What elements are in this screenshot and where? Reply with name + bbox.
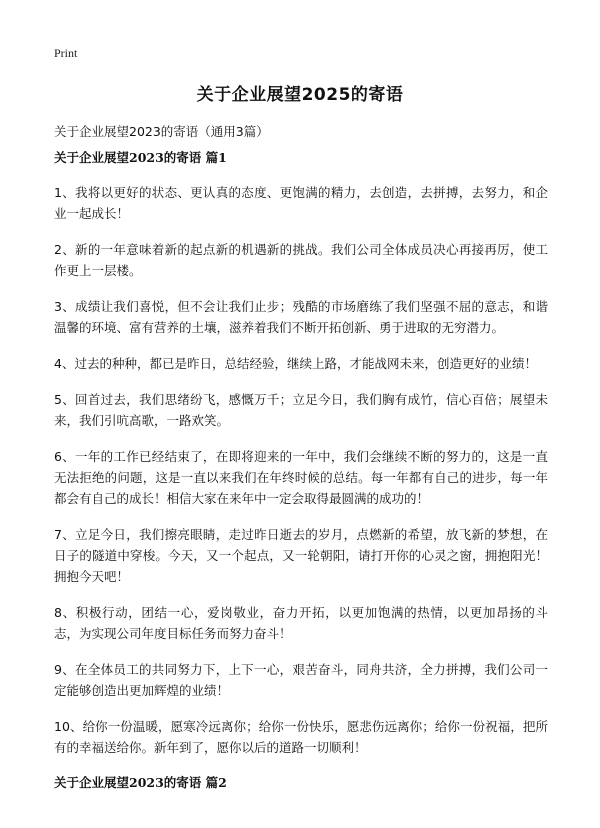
paragraph-7: 7、立足今日，我们擦亮眼睛，走过昨日逝去的岁月，点燃新的希望，放飞新的梦想，在日子的隧道中穿梭。今天，又一个起点，又一轮朝阳，请打开你的心灵之窗，拥抱阳光！拥抱今天吧！ <box>54 527 548 584</box>
paragraph-2: 2、新的一年意味着新的起点新的机遇新的挑战。我们公司全体成员决心再接再厉，使工作更上一层楼。 <box>54 242 548 278</box>
document-subtitle: 关于企业展望2023的寄语（通用3篇） <box>54 124 269 139</box>
paragraph-6: 6、一年的工作已经结束了，在即将迎来的一年中，我们会继续不断的努力的，这是一直无法拒绝的问题，这是一直以来我们在年终时候的总结。每一年都有自己的进步，每一年都会有自己的成长！相信大家在来年中一定会取得最圆满的成功的！ <box>54 449 548 506</box>
page-title: 关于企业展望2025的寄语 <box>196 85 404 105</box>
paragraph-10: 10、给你一份温暖，愿寒冷远离你；给你一份快乐，愿悲伤远离你；给你一份祝福，把所有的幸福送给你。新年到了，愿你以后的道路一切顺利！ <box>54 719 548 755</box>
paragraph-9: 9、在全体员工的共同努力下，上下一心，艰苦奋斗，同舟共济，全力拼搏，我们公司一定能够创造出更加辉煌的业绩！ <box>54 662 548 698</box>
section-heading-2: 关于企业展望2023的寄语 篇2 <box>54 775 227 790</box>
paragraph-4: 4、过去的种种，都已是昨日，总结经验，继续上路，才能战网未来，创造更好的业绩！ <box>54 356 537 371</box>
paragraph-8: 8、积极行动，团结一心，爱岗敬业，奋力开拓，以更加饱满的热情，以更加昂扬的斗志，为实现公司年度目标任务而努力奋斗！ <box>54 605 548 641</box>
print-link[interactable]: Print <box>54 46 78 60</box>
paragraph-1: 1、我将以更好的状态、更认真的态度、更饱满的精力，去创造，去拼搏，去努力，和企业一起成长！ <box>54 185 548 221</box>
paragraph-3: 3、成绩让我们喜悦，但不会让我们止步；残酷的市场磨练了我们坚强不屈的意志，和谐温馨的环境、富有营养的土壤，滋养着我们不断开拓创新、勇于进取的无穷潜力。 <box>54 299 548 335</box>
paragraph-5: 5、回首过去，我们思绪纷飞，感慨万千；立足今日，我们胸有成竹，信心百倍；展望未来，我们引吭高歌，一路欢笑。 <box>54 392 548 428</box>
section-heading-1: 关于企业展望2023的寄语 篇1 <box>54 150 227 165</box>
document-body <box>54 148 548 807</box>
